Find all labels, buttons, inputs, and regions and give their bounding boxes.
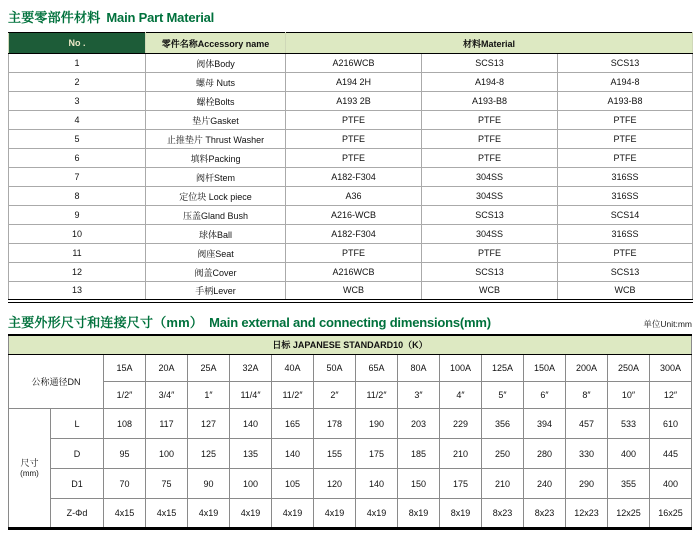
material-row [9, 130, 693, 149]
accessory-name: 阀体Body [146, 54, 286, 73]
dim-value: 445 [650, 439, 692, 469]
material-row [9, 244, 693, 263]
section2-title-row [8, 312, 692, 331]
material-table [8, 32, 693, 303]
material-col2: A194-8 [422, 73, 558, 92]
row-no: 6 [9, 149, 146, 168]
size-inch: 8″ [566, 382, 608, 409]
material-row [9, 187, 693, 206]
material-col2: SCS13 [422, 206, 558, 225]
material-col1: A193 2B [286, 92, 422, 111]
dim-value: 457 [566, 409, 608, 439]
size-a: 150A [524, 355, 566, 382]
accessory-name: 填料Packing [146, 149, 286, 168]
size-a: 200A [566, 355, 608, 382]
accessory-name: 压盖Gland Bush [146, 206, 286, 225]
size-inch: 10″ [608, 382, 650, 409]
size-a: 20A [146, 355, 188, 382]
size-a: 25A [188, 355, 230, 382]
material-row [9, 282, 693, 301]
material-col3: PTFE [558, 111, 693, 130]
material-col3: 316SS [558, 187, 693, 206]
section1-title-en: Main Part Material [106, 10, 215, 25]
row-no: 10 [9, 225, 146, 244]
section2-title-en: Main external and connecting dimensions(mm) [209, 314, 491, 330]
material-col1: A216WCB [286, 263, 422, 282]
dim-value: 117 [146, 409, 188, 439]
section2-title [8, 312, 491, 331]
section1-title [8, 7, 692, 26]
material-col3: SCS13 [558, 54, 693, 73]
sizes-a-row [9, 355, 692, 382]
dim-value: 4x19 [188, 499, 230, 529]
dim-value: 400 [650, 469, 692, 499]
accessory-name: 止推垫片 Thrust Washer [146, 130, 286, 149]
material-col1: PTFE [286, 111, 422, 130]
material-col3: PTFE [558, 244, 693, 263]
dn-label: 公称通径DN [9, 355, 104, 409]
material-col1: A182-F304 [286, 168, 422, 187]
dim-value: 356 [482, 409, 524, 439]
material-col1: A216-WCB [286, 206, 422, 225]
dim-value: 165 [272, 409, 314, 439]
dim-label: L [51, 409, 104, 439]
material-col2: 304SS [422, 225, 558, 244]
accessory-name: 螺栓Bolts [146, 92, 286, 111]
material-row [9, 73, 693, 92]
dim-value: 120 [314, 469, 356, 499]
material-col2: 304SS [422, 187, 558, 206]
material-row [9, 168, 693, 187]
size-inch: 11/2″ [272, 382, 314, 409]
material-header-no: No . [9, 33, 146, 54]
dim-value: 12x23 [566, 499, 608, 529]
row-no: 12 [9, 263, 146, 282]
dim-value: 140 [272, 439, 314, 469]
row-no: 3 [9, 92, 146, 111]
dim-value: 8x19 [440, 499, 482, 529]
material-col2: SCS13 [422, 263, 558, 282]
dim-value: 8x19 [398, 499, 440, 529]
size-inch: 3/4″ [146, 382, 188, 409]
material-col3: A193-B8 [558, 92, 693, 111]
dim-value: 330 [566, 439, 608, 469]
dim-value: 355 [608, 469, 650, 499]
material-row [9, 225, 693, 244]
dim-value: 135 [230, 439, 272, 469]
material-col1: PTFE [286, 244, 422, 263]
material-col1: A216WCB [286, 54, 422, 73]
material-row [9, 111, 693, 130]
size-a: 300A [650, 355, 692, 382]
dim-value: 400 [608, 439, 650, 469]
material-col1: A194 2H [286, 73, 422, 92]
dim-value: 250 [482, 439, 524, 469]
standard-header: 日标 JAPANESE STANDARD10（K） [9, 335, 692, 355]
material-col2: PTFE [422, 149, 558, 168]
dim-value: 90 [188, 469, 230, 499]
size-a: 125A [482, 355, 524, 382]
size-label-zh: 尺寸 [20, 458, 39, 469]
dim-value: 108 [104, 409, 146, 439]
dim-value: 105 [272, 469, 314, 499]
accessory-name: 定位块 Lock piece [146, 187, 286, 206]
size-a: 50A [314, 355, 356, 382]
accessory-name: 阀盖Cover [146, 263, 286, 282]
dim-value: 203 [398, 409, 440, 439]
dim-value: 210 [482, 469, 524, 499]
material-col2: 304SS [422, 168, 558, 187]
size-inch: 1/2″ [104, 382, 146, 409]
material-col3: WCB [558, 282, 693, 301]
size-a: 32A [230, 355, 272, 382]
material-col3: 316SS [558, 225, 693, 244]
dim-value: 155 [314, 439, 356, 469]
material-col3: A194-8 [558, 73, 693, 92]
size-inch: 2″ [314, 382, 356, 409]
dim-value: 100 [146, 439, 188, 469]
dim-label: D [51, 439, 104, 469]
dim-value: 240 [524, 469, 566, 499]
size-inch: 11/2″ [356, 382, 398, 409]
material-col1: A182-F304 [286, 225, 422, 244]
accessory-name: 螺母 Nuts [146, 73, 286, 92]
size-a: 250A [608, 355, 650, 382]
row-no: 7 [9, 168, 146, 187]
material-row [9, 263, 693, 282]
size-label-unit: (mm) [20, 468, 39, 478]
dim-value: 127 [188, 409, 230, 439]
accessory-name: 手柄Lever [146, 282, 286, 301]
row-no: 9 [9, 206, 146, 225]
size-unit-label [9, 409, 51, 529]
size-a: 65A [356, 355, 398, 382]
dim-value: 95 [104, 439, 146, 469]
row-no: 13 [9, 282, 146, 301]
material-col1: A36 [286, 187, 422, 206]
dim-value: 4x19 [230, 499, 272, 529]
material-col2: PTFE [422, 244, 558, 263]
size-inch: 1″ [188, 382, 230, 409]
size-inch: 5″ [482, 382, 524, 409]
dim-value: 140 [230, 409, 272, 439]
dim-value: 394 [524, 409, 566, 439]
dim-value: 150 [398, 469, 440, 499]
accessory-name: 垫片Gasket [146, 111, 286, 130]
material-col1: PTFE [286, 149, 422, 168]
dim-value: 533 [608, 409, 650, 439]
material-col3: PTFE [558, 130, 693, 149]
dim-value: 175 [356, 439, 398, 469]
accessory-name: 阀座Seat [146, 244, 286, 263]
size-a: 15A [104, 355, 146, 382]
material-row [9, 54, 693, 73]
dim-value: 8x23 [524, 499, 566, 529]
size-inch: 3″ [398, 382, 440, 409]
dim-value: 610 [650, 409, 692, 439]
size-a: 40A [272, 355, 314, 382]
material-col3: 316SS [558, 168, 693, 187]
material-table-body [9, 54, 693, 301]
dim-value: 70 [104, 469, 146, 499]
size-inch: 11/4″ [230, 382, 272, 409]
dim-value: 4x15 [146, 499, 188, 529]
dim-row-D1 [9, 469, 692, 499]
material-row [9, 206, 693, 225]
row-no: 2 [9, 73, 146, 92]
section1-title-zh: 主要零部件材料 [8, 10, 101, 25]
dim-label: Z-Φd [51, 499, 104, 529]
size-inch: 4″ [440, 382, 482, 409]
dims-body [9, 409, 692, 529]
accessory-name: 球体Ball [146, 225, 286, 244]
material-header-material: 材料Material [286, 33, 693, 54]
dim-value: 75 [146, 469, 188, 499]
material-col3: PTFE [558, 149, 693, 168]
dim-value: 125 [188, 439, 230, 469]
material-col3: SCS13 [558, 263, 693, 282]
dim-value: 12x25 [608, 499, 650, 529]
dim-value: 4x19 [314, 499, 356, 529]
row-no: 11 [9, 244, 146, 263]
dim-value: 210 [440, 439, 482, 469]
material-row [9, 149, 693, 168]
material-col1: WCB [286, 282, 422, 301]
material-col1: PTFE [286, 130, 422, 149]
dim-value: 229 [440, 409, 482, 439]
dim-value: 178 [314, 409, 356, 439]
material-col2: A193-B8 [422, 92, 558, 111]
dim-row-L [9, 409, 692, 439]
dim-value: 100 [230, 469, 272, 499]
row-no: 5 [9, 130, 146, 149]
dim-value: 16x25 [650, 499, 692, 529]
size-inch: 6″ [524, 382, 566, 409]
size-inch: 12″ [650, 382, 692, 409]
accessory-name: 阀杆Stem [146, 168, 286, 187]
material-col2: WCB [422, 282, 558, 301]
dim-row-Z-Φd [9, 499, 692, 529]
material-col2: SCS13 [422, 54, 558, 73]
dim-value: 290 [566, 469, 608, 499]
material-header-row [9, 33, 693, 54]
dim-value: 4x19 [356, 499, 398, 529]
dim-value: 280 [524, 439, 566, 469]
row-no: 1 [9, 54, 146, 73]
dim-value: 175 [440, 469, 482, 499]
material-col3: SCS14 [558, 206, 693, 225]
dimensions-table [8, 334, 692, 531]
material-header-name: 零件名称Accessory name [146, 33, 286, 54]
row-no: 8 [9, 187, 146, 206]
dim-value: 190 [356, 409, 398, 439]
size-a: 80A [398, 355, 440, 382]
dim-value: 4x19 [272, 499, 314, 529]
section2-title-zh: 主要外形尺寸和连接尺寸（mm） [8, 314, 204, 330]
dim-label: D1 [51, 469, 104, 499]
dim-row-D [9, 439, 692, 469]
unit-note: 单位Unit:mm [643, 318, 692, 329]
dim-value: 8x23 [482, 499, 524, 529]
material-row [9, 92, 693, 111]
dim-value: 140 [356, 469, 398, 499]
standard-header-row [9, 335, 692, 355]
dim-value: 185 [398, 439, 440, 469]
dim-value: 4x15 [104, 499, 146, 529]
row-no: 4 [9, 111, 146, 130]
sizes-inch-row [9, 382, 692, 409]
material-col2: PTFE [422, 130, 558, 149]
material-col2: PTFE [422, 111, 558, 130]
size-a: 100A [440, 355, 482, 382]
